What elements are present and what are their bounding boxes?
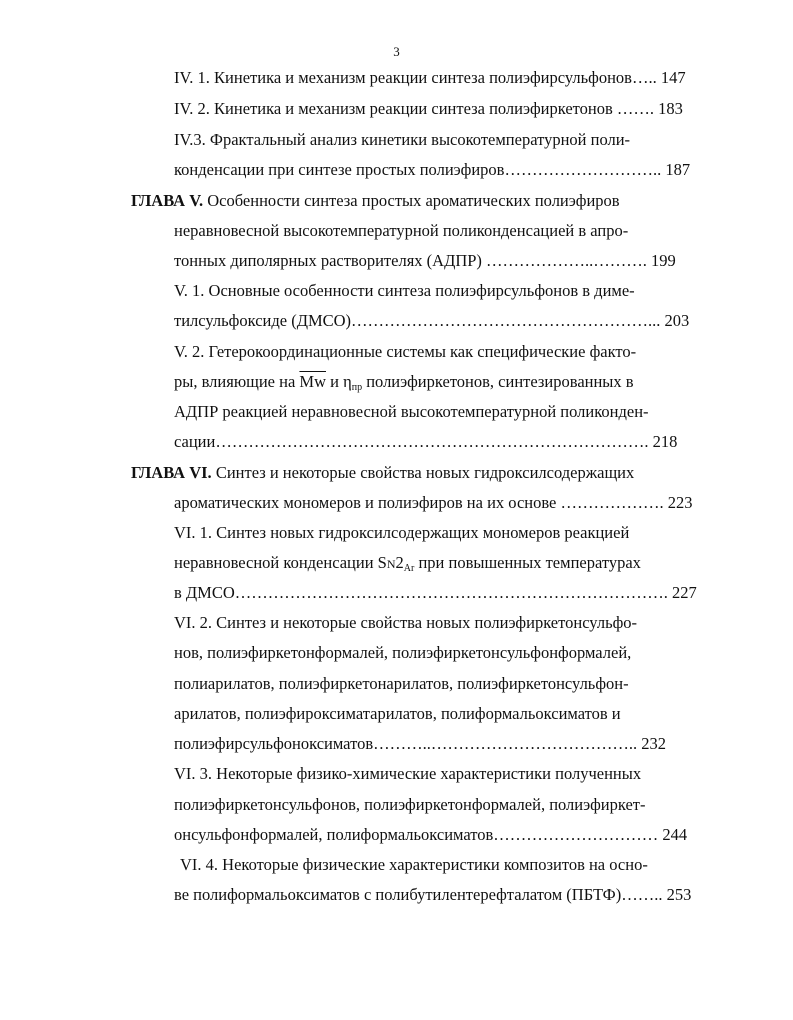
toc-entry-iv-3-line2: конденсации при синтезе простых полиэфиров……………………….. 187 bbox=[174, 160, 691, 179]
toc-entry-vi-4-line1: VI. 4. Некоторые физические характеристики композитов на осно- bbox=[180, 855, 648, 874]
toc-chapter-vi-line2: ароматических мономеров и полиэфиров на их основе ………………. 223 bbox=[174, 493, 693, 512]
toc-entry-vi-3-line3: онсульфонформалей, полиформальоксиматов………………………… 244 bbox=[174, 825, 688, 844]
toc-chapter-vi-line1 bbox=[131, 463, 634, 483]
toc-entry-vi-1-line3: в ДМСО……………………………………………………………………. 227 bbox=[174, 583, 697, 602]
toc-entry-iv-1: IV. 1. Кинетика и механизм реакции синтеза полиэфирсульфонов….. 147 bbox=[174, 68, 686, 87]
toc-entry-vi-4-line2: ве полиформальоксиматов с полибутилентерефталатом (ПБТФ)…….. 253 bbox=[174, 885, 692, 904]
toc-entry-vi-2-line4: арилатов, полиэфироксиматарилатов, полиформальоксиматов и bbox=[174, 704, 621, 723]
toc-entry-vi-3-line1: VI. 3. Некоторые физико-химические характеристики полученных bbox=[174, 764, 642, 783]
ar-subscript: Ar bbox=[403, 563, 415, 574]
chapter-vi-title: Синтез и некоторые свойства новых гидроксилсодержащих bbox=[211, 463, 635, 482]
toc-entry-v-2-line1: V. 2. Гетерокоординационные системы как специфические факто- bbox=[174, 342, 637, 361]
toc-entry-vi-2-line1: VI. 2. Синтез и некоторые свойства новых полиэфиркетонсульфо- bbox=[174, 613, 638, 632]
toc-entry-vi-3-line2: полиэфиркетонсульфонов, полиэфиркетонформалей, полиэфиркет- bbox=[174, 795, 646, 814]
toc-entry-vi-1-line1: VI. 1. Синтез новых гидроксилсодержащих мономеров реакцией bbox=[174, 523, 630, 542]
toc-entry-vi-2-line5: полиэфирсульфоноксиматов………..……………………………….. 232 bbox=[174, 734, 666, 753]
toc-entry-v-2-line4: сации……………………………………………………………………. 218 bbox=[174, 432, 678, 451]
toc-entry-vi-2-line2: нов, полиэфиркетонформалей, полиэфиркетонсульфонформалей, bbox=[174, 643, 632, 662]
toc-entry-vi-1-line2: неравновесной конденсации $SN2_{Ar}$ при повышенных температурах bbox=[174, 553, 641, 574]
toc-chapter-v-line3: тонных диполярных растворителях (АДПР) ………………..………. 199 bbox=[174, 251, 676, 270]
toc-entry-v-2-line3: АДПР реакцией неравновесной высокотемпературной поликонден- bbox=[174, 402, 649, 421]
toc-entry-iv-3-line1: IV.3. Фрактальный анализ кинетики высокотемпературной поли- bbox=[174, 130, 631, 149]
toc-entry-iv-2: IV. 2. Кинетика и механизм реакции синтеза полиэфиркетонов ……. 183 bbox=[174, 99, 683, 118]
chapter-v-title: Особенности синтеза простых ароматических полиэфиров bbox=[203, 191, 620, 210]
mw-symbol: $\overline{Mw}$ bbox=[299, 372, 326, 391]
toc-entry-v-2-line2: ры, влияющие на $\overline{Mw}$ и $\eta_{пр}$ полиэфиркетонов, синтезированных в bbox=[174, 372, 634, 393]
toc-entry-vi-2-line3: полиарилатов, полиэфиркетонарилатов, полиэфиркетонсульфон- bbox=[174, 674, 629, 693]
toc-chapter-v-line2: неравновесной высокотемпературной поликонденсацией в апро- bbox=[174, 221, 629, 240]
toc-entry-v-1-line2: тилсульфоксиде (ДМСО)………………………………………………... 203 bbox=[174, 311, 690, 330]
eta-subscript: пр bbox=[351, 382, 363, 393]
chapter-vi-heading: ГЛАВА VI. bbox=[131, 463, 212, 482]
toc-entry-v-1-line1: V. 1. Основные особенности синтеза полиэфирсульфонов в диме- bbox=[174, 281, 635, 300]
page-number: 3 bbox=[393, 44, 400, 59]
toc-chapter-v-line1 bbox=[131, 191, 620, 211]
chapter-v-heading: ГЛАВА V. bbox=[131, 191, 204, 210]
